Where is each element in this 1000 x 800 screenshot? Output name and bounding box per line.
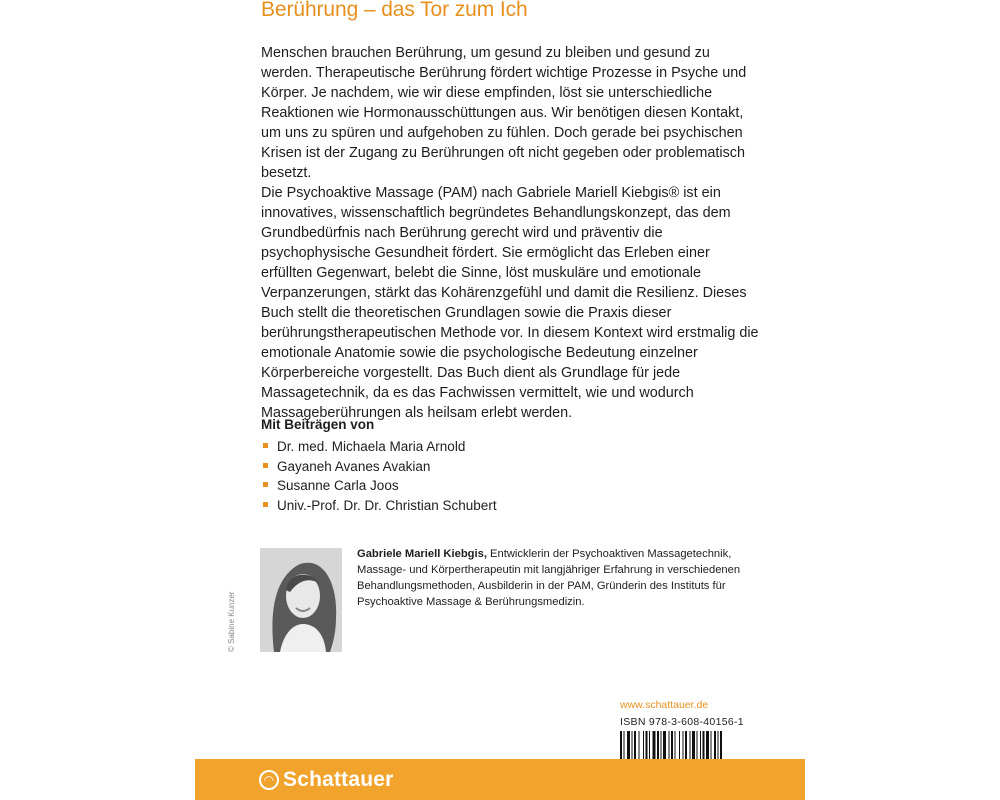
contributor-name: Gayaneh Avanes Avakian [277,458,431,474]
list-item [261,437,497,457]
bullet-icon [263,463,268,468]
publisher-name: Schattauer [283,768,394,791]
list-item [261,496,497,516]
contributors-heading: Mit Beiträgen von [261,417,375,432]
list-item [261,476,497,496]
contributor-name: Univ.-Prof. Dr. Dr. Christian Schubert [277,497,497,513]
author-description: Entwicklerin der Psychoaktiven Massagetechnik, Massage- und Körpertherapeutin mit langjähriger Erfahrung in verschiedenen Behandlungsmethoden, Ausbilderin in der PAM, Gründerin des Instituts für Psychoaktive Massage & Berührungsmedizin. [357,548,741,608]
contributors-list [261,437,497,515]
isbn-number: ISBN 978-3-608-40156-1 [620,716,744,728]
author-photo [260,548,342,652]
contributor-name: Dr. med. Michaela Maria Arnold [277,439,466,454]
author-portrait-icon [260,548,342,652]
author-name: Gabriele Mariell Kiebgis, [357,548,487,560]
contributor-name: Susanne Carla Joos [277,478,399,493]
barcode-icon [620,731,752,759]
publisher-logo [259,765,394,795]
photo-credit: © Sabine Kunzer [227,591,236,652]
bullet-icon [263,502,268,507]
back-cover [195,0,805,800]
description-paragraph: Die Psychoaktive Massage (PAM) nach Gabriele Mariell Kiebgis® ist ein innovatives, wissenschaftlich begründetes Behandlungskonzept, das dem Grundbedürfnis nach Berührung gerecht wird und präventiv die psychophysische Gesundheit fördert. Sie ermöglicht das Erleben einer erfüllten Gegenwart, belebt die Sinne, löst muskuläre und emotionale Verpanzerungen, stärkt das Kohärenzgefühl und damit die Resilienz. Dieses Buch stellt die theoretischen Grundlagen sowie die Praxis dieser berührungstherapeutischen Methode vor. In diesem Kontext wird erstmalig die emotionale Anatomie sowie die psychologische Bedeutung einzelner Körperbereiche vorgestellt. Das Buch dient als Grundlage für jede Massagetechnik, da es das Fachwissen vermittelt, wie und wodurch Massageberührungen als heilsam erlebt werden. [261,185,759,421]
list-item [261,457,497,477]
author-bio [357,546,747,610]
bullet-icon [263,443,268,448]
intro-paragraph: Menschen brauchen Berührung, um gesund zu bleiben und gesund zu werden. Therapeutische Berührung fördert wichtige Prozesse in Psyche und Körper. Je nachdem, wie wir diese empfinden, löst sie unterschiedliche Reaktionen wie Hormonausschüttungen aus. Wir benötigen diesen Kontakt, um uns zu spüren und aufgehoben zu fühlen. Doch gerade bei psychischen Krisen ist der Zugang zu Berührungen oft nicht gegeben oder problematisch besetzt. [261,45,747,181]
publisher-url[interactable]: www.schattauer.de [620,699,709,711]
bullet-icon [263,482,268,487]
logo-icon: ◠ [259,770,279,790]
publisher-footer [195,759,805,800]
cover-title: Berührung – das Tor zum Ich [261,0,528,21]
